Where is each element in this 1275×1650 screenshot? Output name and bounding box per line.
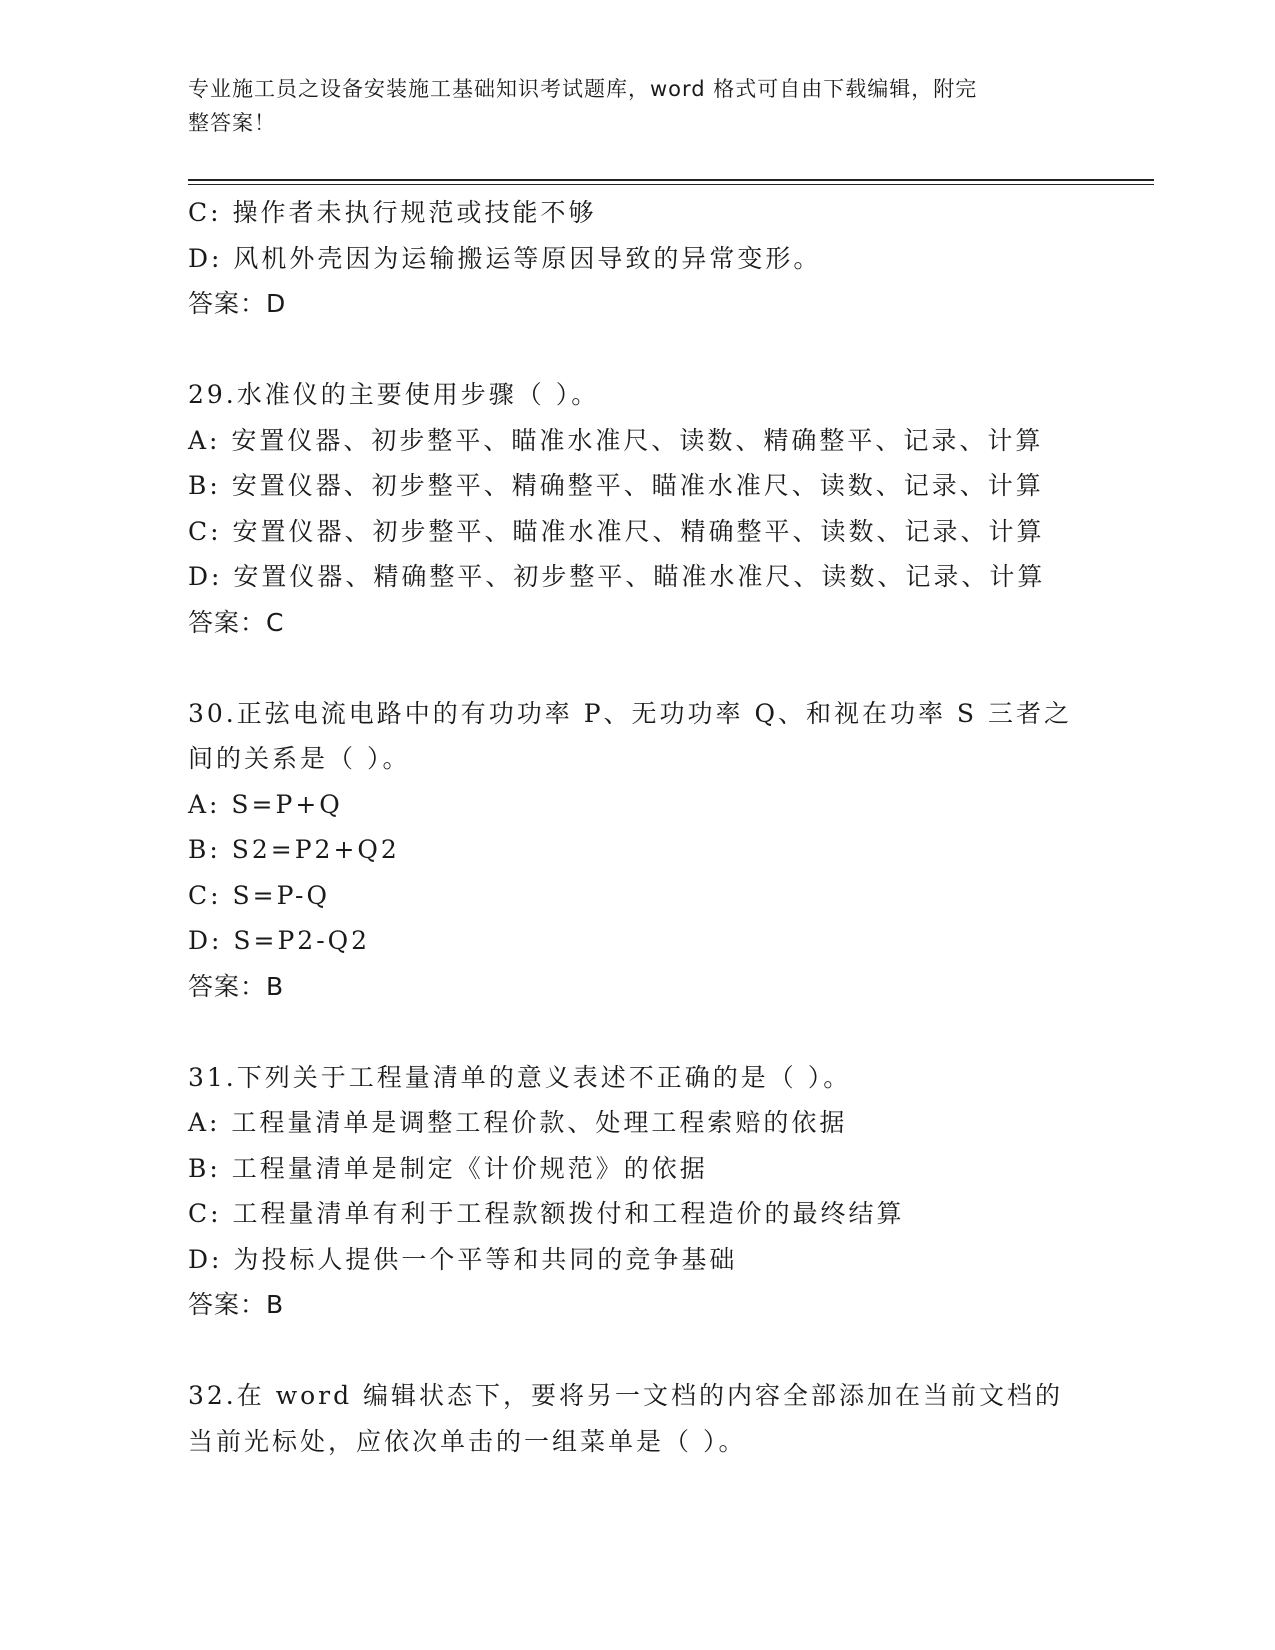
block-spacer [188, 1009, 1088, 1055]
answer-line: 答案：B [188, 1290, 285, 1319]
question-line: C: 安置仪器、初步整平、瞄准水准尺、精确整平、读数、记录、计算 [188, 516, 1045, 546]
header-divider-thick [188, 179, 1154, 181]
question-block [188, 1373, 1088, 1464]
header-line-1: 专业施工员之设备安装施工基础知识考试题库，word 格式可自由下载编辑，附完 [188, 77, 978, 101]
question-block [188, 190, 1088, 327]
question-line: A: S=P+Q [188, 789, 343, 819]
question-line: 当前光标处，应依次单击的一组菜单是（ ）。 [188, 1426, 747, 1456]
question-line: D: 风机外壳因为运输搬运等原因导致的异常变形。 [188, 243, 822, 273]
question-line: B: S2=P2+Q2 [188, 835, 400, 864]
question-list [188, 190, 1088, 1464]
question-line: 31.下列关于工程量清单的意义表述不正确的是（ ）。 [188, 1062, 852, 1092]
header-line-2: 整答案！ [188, 111, 276, 135]
question-line: C: 操作者未执行规范或技能不够 [188, 198, 597, 227]
question-line: C: S=P-Q [188, 880, 330, 910]
document-header [188, 72, 1068, 140]
question-block [188, 372, 1088, 645]
answer-line: 答案：B [188, 971, 285, 1001]
question-line: A: 工程量清单是调整工程价款、处理工程索赔的依据 [188, 1108, 848, 1137]
answer-line: 答案：C [188, 607, 285, 637]
question-line: B: 安置仪器、初步整平、精确整平、瞄准水准尺、读数、记录、计算 [188, 471, 1044, 500]
block-spacer [188, 327, 1088, 373]
question-line: 30.正弦电流电路中的有功功率 P、无功功率 Q、和视在功率 S 三者之 [188, 698, 1072, 728]
question-line: D: 安置仪器、精确整平、初步整平、瞄准水准尺、读数、记录、计算 [188, 562, 1046, 591]
question-block [188, 691, 1088, 1010]
question-line: D: S=P2-Q2 [188, 926, 371, 955]
answer-line: 答案：D [188, 289, 287, 318]
question-line: 间的关系是（ ）。 [188, 744, 411, 773]
block-spacer [188, 1328, 1088, 1374]
question-line: 32.在 word 编辑状态下，要将另一文档的内容全部添加在当前文档的 [188, 1381, 1064, 1410]
question-line: 29.水准仪的主要使用步骤（ ）。 [188, 380, 600, 409]
header-divider-thin [188, 184, 1154, 185]
question-line: D: 为投标人提供一个平等和共同的竞争基础 [188, 1244, 738, 1274]
question-line: B: 工程量清单是制定《计价规范》的依据 [188, 1153, 708, 1183]
question-line: C: 工程量清单有利于工程款额拨付和工程造价的最终结算 [188, 1199, 905, 1228]
block-spacer [188, 645, 1088, 691]
question-line: A: 安置仪器、初步整平、瞄准水准尺、读数、精确整平、记录、计算 [188, 425, 1044, 455]
question-block [188, 1055, 1088, 1328]
